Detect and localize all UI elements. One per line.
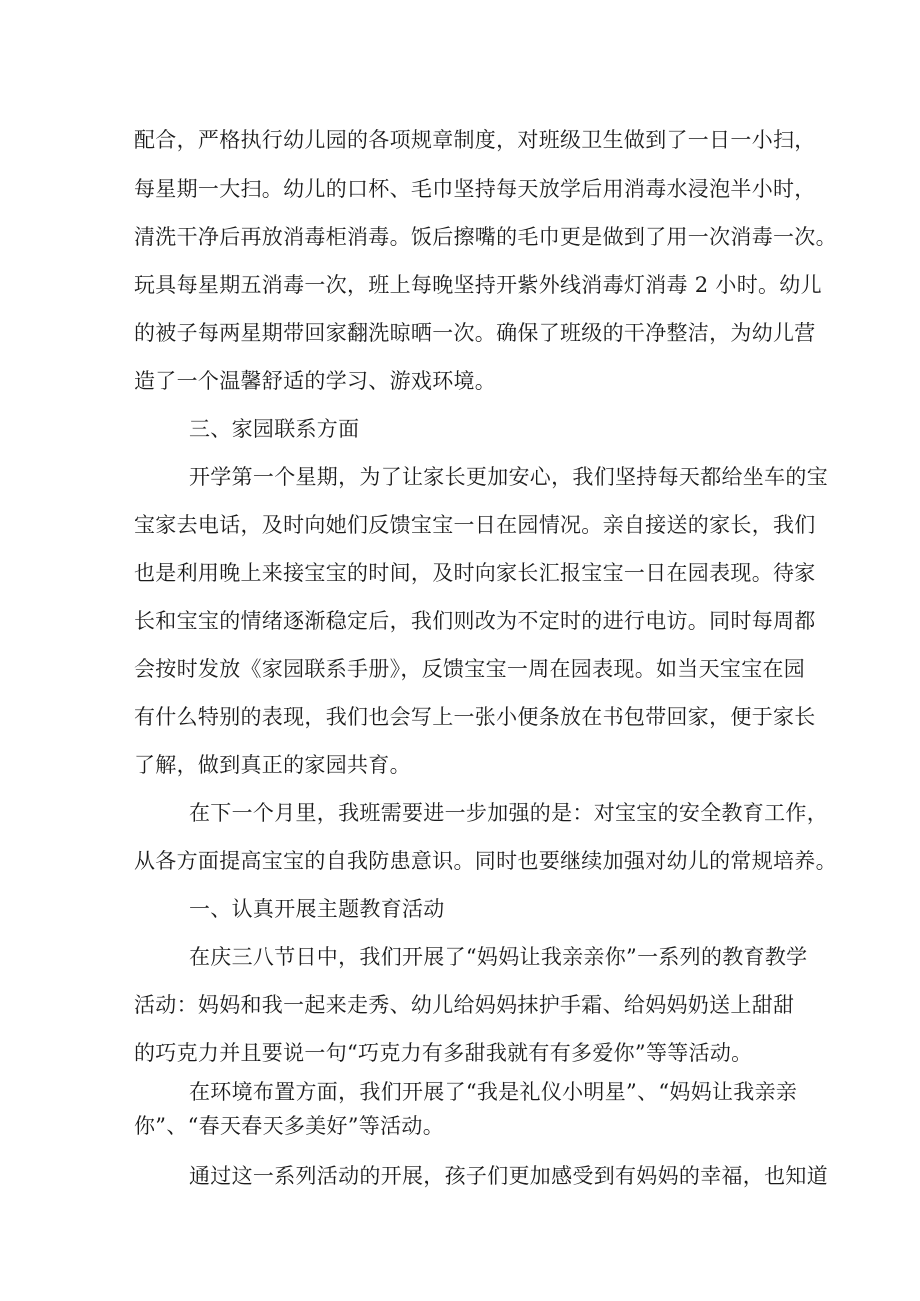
text-line: 在下一个月里，我班需要进一步加强的是：对宝宝的安全教育工作， [189, 801, 828, 825]
text-line: 配合，严格执行幼儿园的各项规章制度，对班级卫生做到了一日一小扫， [134, 128, 816, 152]
text-line: 从各方面提高宝宝的自我防患意识。同时也要继续加强对幼儿的常规培养。 [134, 849, 837, 873]
text-line: 有什么特别的表现，我们也会写上一张小便条放在书包带回家，便于家长 [134, 705, 816, 729]
text-line: 也是利用晚上来接宝宝的时间，及时向家长汇报宝宝一日在园表现。待家 [134, 561, 816, 585]
text-line: 了解，做到真正的家园共育。 [134, 753, 411, 777]
text-line: 的巧克力并且要说一句“巧克力有多甜我就有有多爱你”等等活动。 [134, 1041, 753, 1065]
text-line: 宝家去电话，及时向她们反馈宝宝一日在园情况。亲自接送的家长，我们 [134, 513, 816, 537]
text-line: 玩具每星期五消毒一次，班上每晚坚持开紫外线消毒灯消毒 2 小时。幼儿 [134, 273, 822, 297]
text-line: 长和宝宝的情绪逐渐稳定后，我们则改为不定时的进行电访。同时每周都 [134, 609, 816, 633]
section-heading: 三、家园联系方面 [189, 417, 360, 441]
section-heading: 一、认真开展主题教育活动 [189, 897, 445, 921]
text-line: 每星期一大扫。幼儿的口杯、毛巾坚持每天放学后用消毒水浸泡半小时， [134, 177, 816, 201]
text-line: 在庆三八节日中，我们开展了“妈妈让我亲亲你”一系列的教育教学 [189, 945, 808, 969]
text-line: 会按时发放《家园联系手册》，反馈宝宝一周在园表现。如当天宝宝在园 [134, 657, 806, 681]
text-line: 你”、“春天春天多美好”等活动。 [134, 1114, 445, 1138]
text-line: 在环境布置方面，我们开展了“我是礼仪小明星”、“妈妈让我亲亲 [189, 1080, 798, 1104]
text-line: 的被子每两星期带回家翻洗晾晒一次。确保了班级的干净整洁，为幼儿营 [134, 321, 816, 345]
text-line: 通过这一系列活动的开展，孩子们更加感受到有妈妈的幸福，也知道 [189, 1164, 828, 1188]
text-line: 活动：妈妈和我一起来走秀、幼儿给妈妈抹护手霜、给妈妈奶送上甜甜 [134, 993, 795, 1017]
text-line: 开学第一个星期，为了让家长更加安心，我们坚持每天都给坐车的宝 [189, 465, 828, 489]
text-line: 清洗干净后再放消毒柜消毒。饭后擦嘴的毛巾更是做到了用一次消毒一次。 [134, 225, 837, 249]
text-line: 造了一个温馨舒适的学习、游戏环境。 [134, 369, 497, 393]
